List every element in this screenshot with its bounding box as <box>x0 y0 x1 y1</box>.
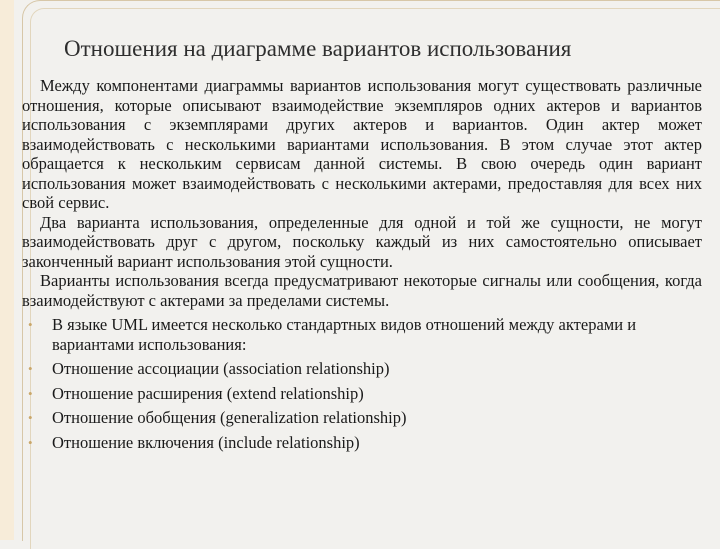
paragraph-3: Варианты использования всегда предусматривают некоторые сигналы или сообщения, когда взаимодействуют с актерами за пределами системы. <box>22 271 702 310</box>
list-item <box>22 359 702 379</box>
bullet-text: Отношение расширения (extend relationship) <box>52 383 364 403</box>
paragraph-1: Между компонентами диаграммы вариантов использования могут существовать различные отношения, которые описывают взаимодействие экземпляров одних актеров и вариантов использования с экземплярами других актеров и вариантов. Один актер может взаимодействовать с несколькими вариантами использования. В этом случае этот актер обращается к нескольким сервисам данной системы. В свою очередь один вариант использования может взаимодействовать с несколькими актерами, предоставляя для всех них свой сервис. <box>22 76 702 212</box>
bullet-text: Отношение ассоциации (association relationship) <box>52 359 390 378</box>
bullet-icon: • <box>28 361 33 376</box>
list-item <box>22 408 702 428</box>
decorative-left-band <box>0 0 14 540</box>
bullet-text: Отношение включения (include relationship) <box>52 432 360 452</box>
bullet-icon: • <box>28 317 33 332</box>
list-item <box>22 384 702 404</box>
bullet-text: Отношение обобщения (generalization relationship) <box>52 408 407 427</box>
slide-title: Отношения на диаграмме вариантов использования <box>64 36 572 61</box>
slide-content <box>22 76 702 452</box>
list-item <box>22 433 702 453</box>
bullet-icon: • <box>28 410 33 425</box>
bullet-text: В языке UML имеется несколько стандартных видов отношений между актерами и вариантами использования: <box>52 315 637 354</box>
paragraph-2: Два варианта использования, определенные для одной и той же сущности, не могут взаимодействовать друг с другом, поскольку каждый из них самостоятельно описывает законченный вариант использования этой сущности. <box>22 212 702 271</box>
bullet-icon: • <box>28 385 33 401</box>
list-item <box>22 315 702 354</box>
bullet-icon: • <box>28 434 33 450</box>
bullet-list <box>22 315 702 452</box>
